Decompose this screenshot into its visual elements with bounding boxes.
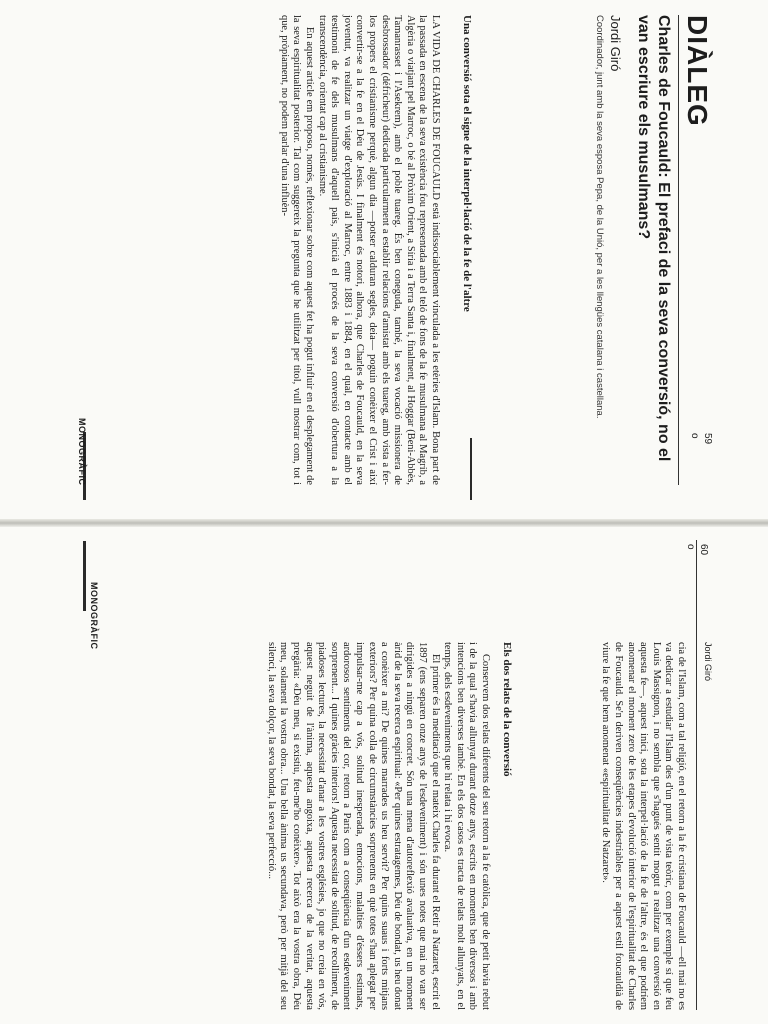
footer-label: MONOGRÀFIC bbox=[89, 582, 99, 650]
page-number bbox=[685, 544, 709, 555]
author-affiliation: Coordinador, junt amb la seva esposa Pepa, de la Unió, per a les llengües catalana i castellana. bbox=[594, 15, 605, 419]
header-rule bbox=[678, 15, 679, 485]
page-marker: o bbox=[689, 433, 700, 439]
page-number-value: 60 bbox=[698, 544, 709, 556]
body-text bbox=[264, 642, 491, 1010]
page-60 bbox=[63, 540, 713, 1020]
paragraph: LA VIDA DE CHARLES DE FOUCAULD està indissociablement vinculada a les etèries d'Islam. Bona part de la passada en escena de la seva existència fou representada amb el teló de fons de la fe musulmana al Magrib, a Algèria o viatjant pel Marroc, o bé al Pròxim Orient, a Síria i a Terra Santa i, finalment, al Hoggar (Beni-Abbès, Tamanrasset i l'Asekrem), amb el poble tuareg. És ben coneguda, també, la seva vocació missionera de desbrossador (défricheur) dedicada particularment a establir relacions d'amistat amb els tuareg, amb vista a fer-los propers el cristianisme perquè, algun dia —potser calduran segles, deia— poguin conèixer el Crist i així convertir-se a la fe en el Déu de Jesús. I finalment és notori, alhora, que Charles de Foucauld, en la seva joventut, va realitzar un viatge d'exploració al Marroc, entre 1883 i 1884, en el qual, en contacte amb el testimoni de fe dels musulmans d'aquell país, s'inicià el procés de la seva conversió d'obertura a la transcendència, orientat cap al cristianisme. bbox=[316, 15, 441, 485]
paragraph: Conservem dos relats diferents del seu retorn a la fe catòlica, que de petit havia rebut i de la qual s'havia allunyat durant dotze anys, escrits en moments ben diversos i amb intencions ben diverses també. En els dos casos es tracta de relats molt allunyats, en el temps, dels esdeveniments que hi relata i hi evoca. bbox=[442, 642, 491, 1010]
paragraph: El primer és la meditació que el mateix Charles fa durant el Retir a Natzaret, escrit el 1897 (ens separen onze anys de l'esdeveniment) i són unes notes que mai no van ser dirigides a ningú en concret. Són una mena d'autoreflexió avaluativa, en un moment àrid de la seva recerca espiritual: «Per quines estratagemes, Déu de bondat, us heu donat a conèixer a mi? De quines marrades us heu servit? Per quins suaus i forts mitjans exteriors? Per quina colla de circumstàncies sorprenents en què totes s'han aplegat per impulsar-me cap a vós, solitud inesperada, emocions, malalties d'éssers estimats, ardorosos sentiments del cor, retorn a París com a conseqüència d'un esdeveniment sorprenent... I quines gràcies interiors! Aquesta necessitat de solitud, de recolliment, de piadoses lectures, la necessitat d'anar a les vostres esglésies, jo que no creia en vós, aquest neguit de l'ànima, aquesta angoixa, aquesta recerca de la veritat, aquesta pregària: «Déu meu, si existiu, feu-me'ho conèixer». Tot això era la vostra obra, Déu meu, solament la vostra obra... Una bella ànima us secundava, però per mitjà del seu silenci, la seva dolçor, la seva bondat, la seva perfecció... bbox=[265, 642, 441, 1010]
page-59 bbox=[73, 15, 713, 495]
continued-text bbox=[599, 642, 687, 1010]
page-marker: o bbox=[685, 544, 696, 550]
section-heading: DIÀLEG bbox=[682, 15, 713, 127]
subheading: Els dos relats de la conversió bbox=[501, 642, 513, 777]
author-name: Jordi Giró bbox=[608, 15, 623, 72]
header-rule bbox=[696, 540, 697, 1010]
subheading: Una conversió sota el signe de la interpel·lació de la fe de l'altre bbox=[461, 15, 473, 312]
body-text bbox=[277, 15, 441, 485]
paragraph: cia de l'Islam, com a tal religió, en el retorn a la fe cristiana de Foucauld —ell mai no es va dedicar a estudiar l'Islam des d'un punt de vista teòric, com per exemple sí que feu Louis Massignon, i no sembla que s'hagués sentit mogut a realitzar una conversió en aquesta fe—, aquest inici, sota la interpel·lació de la fe de l'altre, és el que podríem anomenar el moment zero de les etapes d'evolució interior de l'espiritualitat de Charles de Foucauld. Se'n deriven conseqüències indestriables per a aquest estil foucauldià de viure la fe que hem anomenat «espiritualitat de Natzaret». bbox=[600, 642, 687, 1010]
footer-label: MONOGRÀFIC bbox=[77, 418, 87, 486]
page-fold bbox=[0, 519, 768, 527]
page-number bbox=[689, 433, 713, 444]
paragraph: En aquest article em proposo, només, reflexionar sobre com aquest fet ha pogut influir en el desplegament de la seva espiritualitat posterior. Tal com suggereix la pregunta que he utilitzat per títol, vull mostrar com, tot i que, pròpiament, no podem parlar d'una influèn- bbox=[278, 15, 316, 485]
page-number-value: 59 bbox=[702, 433, 713, 445]
article-title: Charles de Foucauld: El prefaci de la seva conversió, no el van escriure els musulmans? bbox=[635, 15, 672, 462]
running-head: Jordi Giró bbox=[703, 642, 713, 682]
